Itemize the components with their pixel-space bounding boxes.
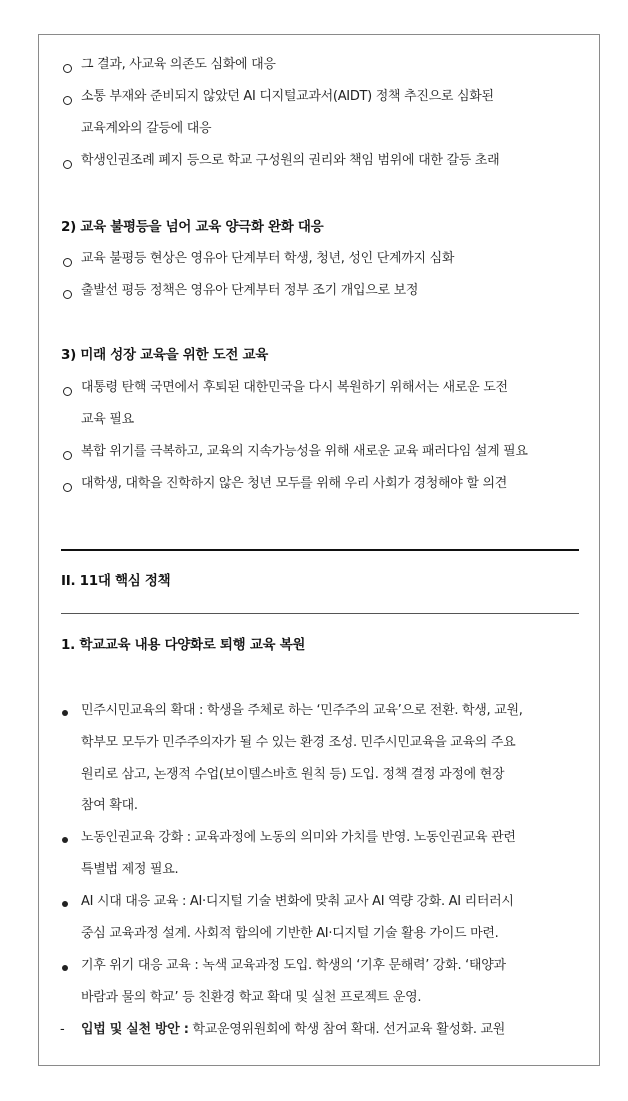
list-item: 복합 위기를 극복하고, 교육의 지속가능성을 위해 새로운 교육 패러다임 설계 필요 (81, 444, 528, 459)
divider-thick (61, 549, 579, 551)
circle-bullet-icon (63, 96, 72, 105)
part-title: II. 11대 핵심 정책 (61, 573, 171, 589)
policy-subtitle: 1. 학교교육 내용 다양화로 퇴행 교육 복원 (61, 637, 306, 653)
bullet-text: 기후 위기 대응 교육 : 녹색 교육과정 도입. 학생의 ‘기후 문해력’ 강화. ‘태양과 (81, 958, 506, 973)
list-item: 출발선 평등 정책은 영유아 단계부터 정부 조기 개입으로 보정 (81, 283, 419, 298)
list-item-continuation: 교육계와의 갈등에 대응 (81, 121, 212, 136)
bullet-text-continuation: 중심 교육과정 설계. 사회적 합의에 기반한 AI·디지털 기술 활용 가이드 마련. (81, 926, 499, 941)
section-heading: 2) 교육 불평등을 넘어 교육 양극화 완화 대응 (61, 219, 324, 235)
circle-bullet-icon (63, 64, 72, 73)
filled-bullet-icon (62, 901, 68, 907)
dash-item-text: 학교운영위원회에 학생 참여 확대. 선거교육 활성화. 교원 (188, 1022, 506, 1037)
circle-bullet-icon (63, 451, 72, 460)
list-item: 교육 불평등 현상은 영유아 단계부터 학생, 청년, 성인 단계까지 심화 (81, 251, 455, 266)
circle-bullet-icon (63, 258, 72, 267)
document-frame (38, 34, 600, 1066)
bullet-text-continuation: 학부모 모두가 민주주의자가 될 수 있는 환경 조성. 민주시민교육을 교육의 주요 (81, 735, 516, 750)
circle-bullet-icon (63, 290, 72, 299)
bullet-text-continuation: 바람과 물의 학교’ 등 친환경 학교 확대 및 실천 프로젝트 운영. (81, 990, 422, 1005)
circle-bullet-icon (63, 483, 72, 492)
bullet-text: 민주시민교육의 확대 : 학생을 주체로 하는 ‘민주주의 교육’으로 전환. 학생, 교원, (81, 703, 523, 718)
filled-bullet-icon (62, 710, 68, 716)
list-item: 대학생, 대학을 진학하지 않은 청년 모두를 위해 우리 사회가 경청해야 할 의견 (81, 476, 507, 491)
list-item-continuation: 교육 필요 (81, 412, 134, 427)
circle-bullet-icon (63, 387, 72, 396)
dash-item-label: 입법 및 실천 방안 : (81, 1022, 189, 1037)
bullet-text: AI 시대 대응 교육 : AI·디지털 기술 변화에 맞춰 교사 AI 역량 강화. AI 리터러시 (81, 894, 514, 909)
dash-item (81, 1020, 505, 1040)
list-item: 학생인권조례 폐지 등으로 학교 구성원의 권리와 책임 범위에 대한 갈등 초래 (81, 153, 500, 168)
bullet-text: 노동인권교육 강화 : 교육과정에 노동의 의미와 가치를 반영. 노동인권교육 관련 (81, 830, 516, 845)
section-heading: 3) 미래 성장 교육을 위한 도전 교육 (61, 347, 268, 363)
bullet-text-continuation: 원리로 삼고, 논쟁적 수업(보이텔스바흐 원칙 등) 도입. 정책 결정 과정에 현장 (81, 767, 505, 782)
circle-bullet-icon (63, 160, 72, 169)
bullet-text-continuation: 특별법 제정 필요. (81, 862, 179, 877)
list-item: 소통 부재와 준비되지 않았던 AI 디지털교과서(AIDT) 정책 추진으로 심화된 (81, 89, 494, 104)
filled-bullet-icon (62, 837, 68, 843)
divider-thin (61, 613, 579, 614)
filled-bullet-icon (62, 965, 68, 971)
list-item: 그 결과, 사교육 의존도 심화에 대응 (81, 57, 276, 72)
bullet-text-continuation: 참여 확대. (81, 798, 138, 813)
list-item: 대통령 탄핵 국면에서 후퇴된 대한민국을 다시 복원하기 위해서는 새로운 도전 (81, 380, 508, 395)
dash-marker: - (60, 1022, 65, 1037)
